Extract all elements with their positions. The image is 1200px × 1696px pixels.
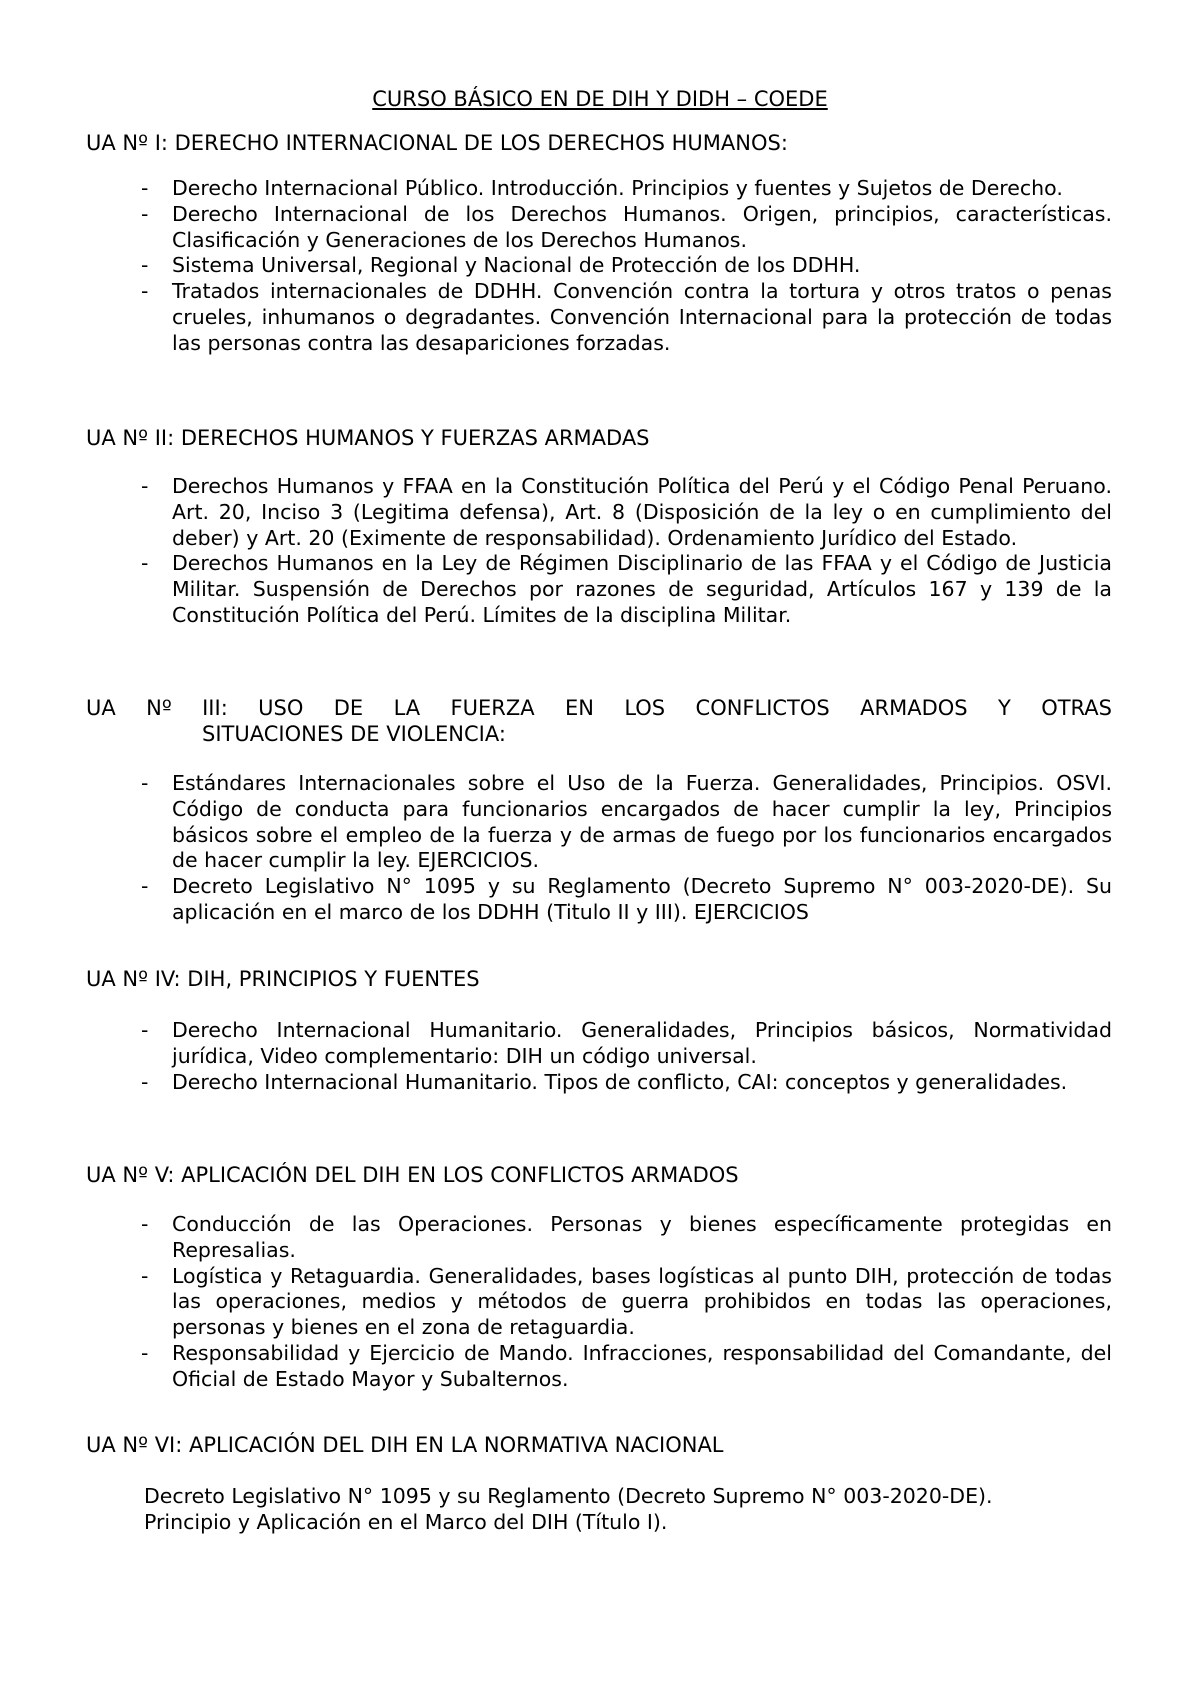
list-item <box>86 1212 1112 1264</box>
list-item-text: Estándares Internacionales sobre el Uso de la Fuerza. Generalidades, Principios. OSVI. Código de conducta para funcionarios encargados de hacer cumplir la ley, Principios básicos sobre el empleo de la fuerza y de armas de fuego por los funcionarios encargados de hacer cumplir la ley. EJERCICIOS. <box>172 771 1112 873</box>
unit-6-heading: UA Nº VI: APLICACIÓN DEL DIH EN LA NORMATIVA NACIONAL <box>86 1433 724 1457</box>
list-dash: - <box>141 474 149 498</box>
list-item-text: Decreto Legislativo N° 1095 y su Reglamento (Decreto Supremo N° 003-2020-DE). Su aplicación en el marco de los DDHH (Titulo II y III). EJERCICIOS <box>172 874 1112 924</box>
list-item <box>86 176 1112 202</box>
list-item-text: Logística y Retaguardia. Generalidades, bases logísticas al punto DIH, protección de todas las operaciones, medios y métodos de guerra prohibidos en todas las operaciones, personas y bienes en el zona de retaguardia. <box>172 1263 1112 1340</box>
list-item <box>86 202 1112 254</box>
list-item-text: Sistema Universal, Regional y Nacional de Protección de los DDHH. <box>172 253 861 278</box>
list-item <box>86 1070 1112 1096</box>
unit-3-list <box>86 771 1112 926</box>
list-item-text: Derecho Internacional Público. Introducción. Principios y fuentes y Sujetos de Derecho. <box>172 176 1063 200</box>
document-title: CURSO BÁSICO EN DE DIH Y DIDH – COEDE <box>372 87 828 111</box>
unit-1-list <box>86 176 1112 357</box>
list-dash: - <box>141 874 149 899</box>
list-item-text: Derecho Internacional de los Derechos Humanos. Origen, principios, características. Clasificación y Generaciones de los Derechos Humanos. <box>172 201 1112 252</box>
unit-2-heading: UA Nº II: DERECHOS HUMANOS Y FUERZAS ARMADAS <box>86 426 650 450</box>
list-dash: - <box>141 1212 149 1236</box>
list-item <box>86 1018 1112 1070</box>
unit-4-heading: UA Nº IV: DIH, PRINCIPIOS Y FUENTES <box>86 967 480 991</box>
list-dash: - <box>141 253 149 278</box>
unit-4-list <box>86 1018 1112 1095</box>
unit-6-paragraph <box>144 1484 1112 1536</box>
unit-3-heading <box>86 695 1112 747</box>
unit-6-paragraph-line1: Decreto Legislativo N° 1095 y su Reglamento (Decreto Supremo N° 003-2020-DE). <box>144 1484 993 1508</box>
list-item-text: Derechos Humanos y FFAA en la Constitución Política del Perú y el Código Penal Peruano. Art. 20, Inciso 3 (Legitima defensa), Art. 8 (Disposición de la ley o en cumplimiento del deber) y Art. 20 (Eximente de responsabilidad). Ordenamiento Jurídico del Estado. <box>172 474 1112 550</box>
list-item-text: Derecho Internacional Humanitario. Generalidades, Principios básicos, Normatividad jurídica, Video complementario: DIH un código universal. <box>172 1018 1112 1068</box>
list-dash: - <box>141 176 149 200</box>
unit-5-list <box>86 1212 1112 1393</box>
unit-2-list <box>86 474 1112 629</box>
list-dash: - <box>141 771 149 795</box>
list-dash: - <box>141 1340 149 1365</box>
unit-6-paragraph-line2: Principio y Aplicación en el Marco del DIH (Título I). <box>144 1509 668 1534</box>
list-item-text: Conducción de las Operaciones. Personas y bienes específicamente protegidas en Represalias. <box>172 1212 1112 1262</box>
list-item <box>86 1264 1112 1341</box>
list-dash: - <box>141 551 149 576</box>
list-item-text: Tratados internacionales de DDHH. Convención contra la tortura y otros tratos o penas crueles, inhumanos o degradantes. Convención Internacional para la protección de todas las personas contra las desapariciones forzadas. <box>172 279 1112 355</box>
list-item-text: Derechos Humanos en la Ley de Régimen Disciplinario de las FFAA y el Código de Justicia Militar. Suspensión de Derechos por razones de seguridad, Artículos 167 y 139 de la Constitución Política del Perú. Límites de la disciplina Militar. <box>172 551 1112 627</box>
list-dash: - <box>141 279 149 304</box>
list-item <box>86 253 1112 279</box>
list-item <box>86 771 1112 874</box>
unit-3-heading-line1: UA Nº III: USO DE LA FUERZA EN LOS CONFLICTOS ARMADOS Y OTRAS <box>86 696 1112 720</box>
list-dash: - <box>141 1263 149 1288</box>
unit-1-heading: UA Nº I: DERECHO INTERNACIONAL DE LOS DERECHOS HUMANOS: <box>86 131 788 155</box>
list-item <box>86 551 1112 628</box>
unit-3-heading-line2: SITUACIONES DE VIOLENCIA: <box>202 722 506 746</box>
list-item-text: Responsabilidad y Ejercicio de Mando. Infracciones, responsabilidad del Comandante, del Oficial de Estado Mayor y Subalternos. <box>172 1340 1112 1391</box>
list-item <box>86 279 1112 356</box>
list-item <box>86 1341 1112 1393</box>
list-item <box>86 474 1112 551</box>
list-item <box>86 874 1112 926</box>
unit-5-heading: UA Nº V: APLICACIÓN DEL DIH EN LOS CONFLICTOS ARMADOS <box>86 1163 739 1187</box>
list-dash: - <box>141 201 149 226</box>
list-item-text: Derecho Internacional Humanitario. Tipos de conflicto, CAI: conceptos y generalidades. <box>172 1069 1068 1094</box>
list-dash: - <box>141 1069 149 1094</box>
list-dash: - <box>141 1018 149 1042</box>
